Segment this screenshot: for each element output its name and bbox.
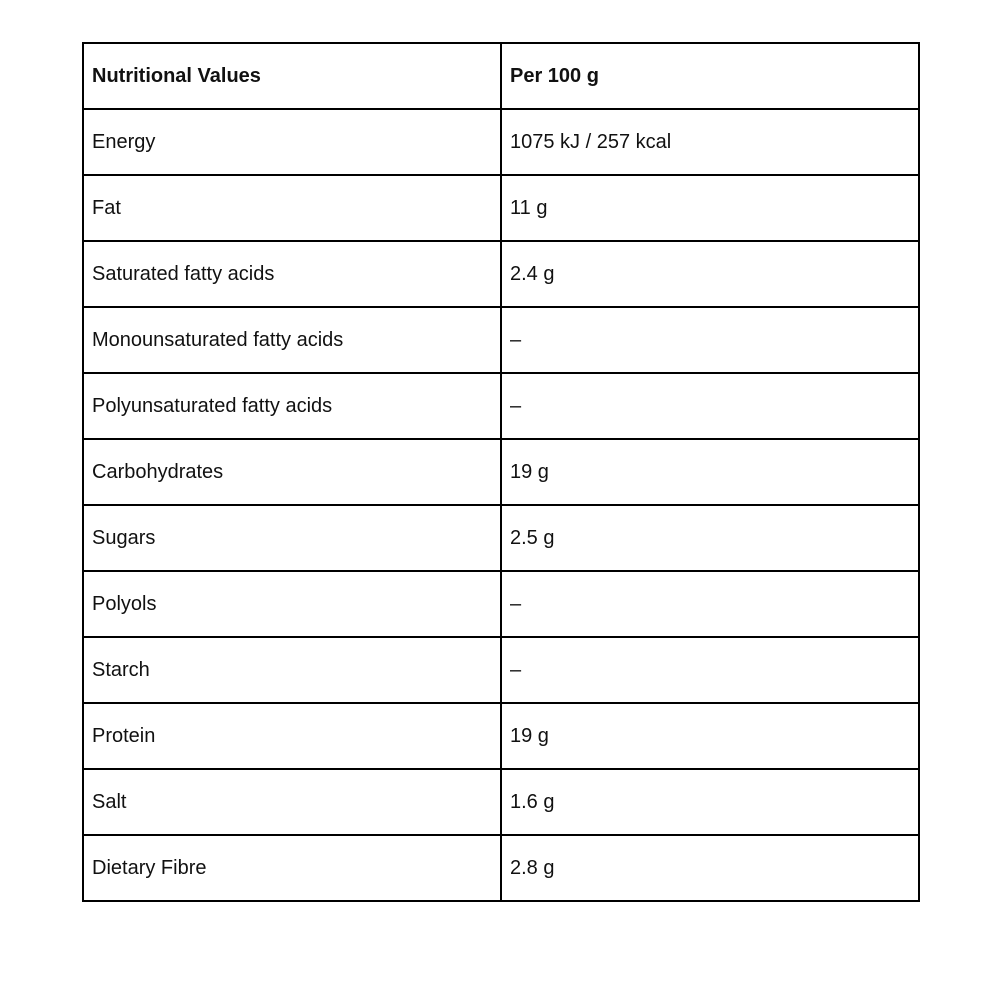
table-header-row <box>83 43 919 109</box>
table-row <box>83 571 919 637</box>
row-label: Saturated fatty acids <box>83 241 501 307</box>
row-label: Dietary Fibre <box>83 835 501 901</box>
row-value: 1075 kJ / 257 kcal <box>501 109 919 175</box>
table-row <box>83 175 919 241</box>
row-value: 11 g <box>501 175 919 241</box>
table-row <box>83 505 919 571</box>
table-row <box>83 307 919 373</box>
row-value: – <box>501 637 919 703</box>
row-label: Energy <box>83 109 501 175</box>
row-label: Salt <box>83 769 501 835</box>
row-label: Polyols <box>83 571 501 637</box>
row-value: – <box>501 571 919 637</box>
header-nutritional-values: Nutritional Values <box>83 43 501 109</box>
row-label: Fat <box>83 175 501 241</box>
table-row <box>83 703 919 769</box>
header-per-100g: Per 100 g <box>501 43 919 109</box>
table-row <box>83 769 919 835</box>
row-value: 2.8 g <box>501 835 919 901</box>
table-row <box>83 109 919 175</box>
table-row <box>83 835 919 901</box>
table-row <box>83 637 919 703</box>
row-label: Starch <box>83 637 501 703</box>
row-label: Carbohydrates <box>83 439 501 505</box>
table-row <box>83 439 919 505</box>
row-label: Protein <box>83 703 501 769</box>
table-row <box>83 373 919 439</box>
nutrition-table <box>82 42 920 902</box>
row-value: 2.4 g <box>501 241 919 307</box>
row-label: Polyunsaturated fatty acids <box>83 373 501 439</box>
row-value: 19 g <box>501 703 919 769</box>
row-value: 19 g <box>501 439 919 505</box>
row-value: – <box>501 307 919 373</box>
table-row <box>83 241 919 307</box>
row-label: Sugars <box>83 505 501 571</box>
row-label: Monounsaturated fatty acids <box>83 307 501 373</box>
row-value: 2.5 g <box>501 505 919 571</box>
row-value: 1.6 g <box>501 769 919 835</box>
row-value: – <box>501 373 919 439</box>
